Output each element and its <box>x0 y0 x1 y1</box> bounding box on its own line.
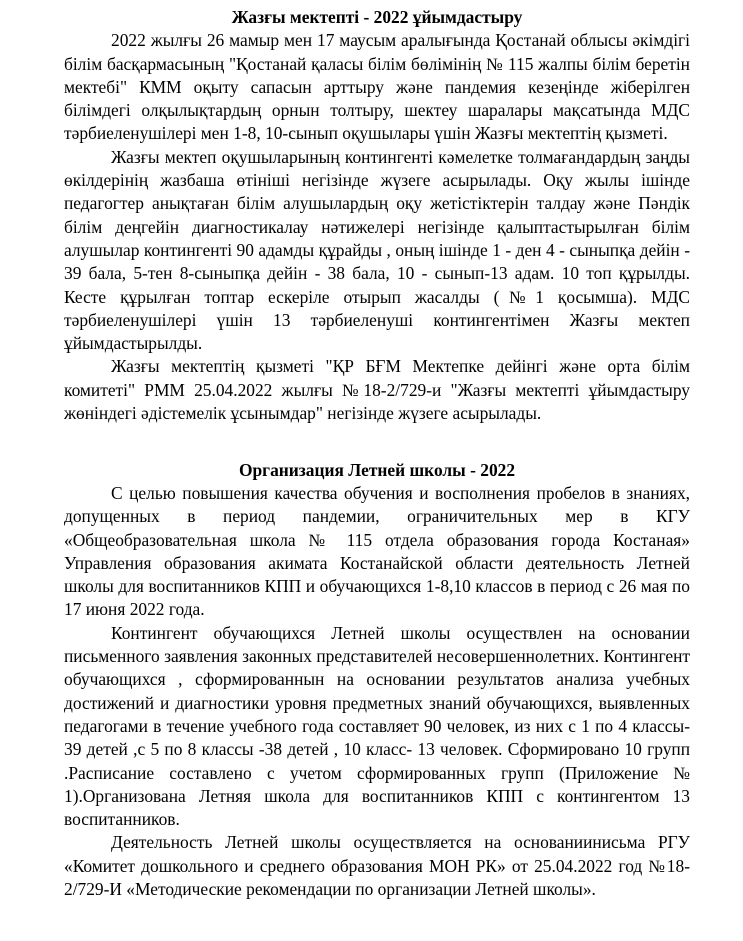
ru-section-title: Организация Летней школы - 2022 <box>238 459 516 480</box>
ru-paragraph-2: Контингент обучающихся Летней школы осуществлен на основании письменного заявления законных представителей несовершеннолетних. Контингент обучающихся , сформированнын на основании результатов анализа учебных достижений и диагностики уровня предметных знаний обучающихся, выявленных педагогами в течение учебного года составляет 90 человек, из них с 1 по 4 классы- 39 детей ,с 5 по 8 классы -38 детей , 10 класс- 13 человек. Сформировано 10 групп .Расписание составлено с учетом сформированных групп (Приложение № 1).Организована Летняя школа для воспитанников КПП с контингентом 13 воспитанников. <box>64 622 690 830</box>
kz-section-title: Жазғы мектепті - 2022 ұйымдастыру <box>231 7 523 27</box>
ru-paragraph-1: С целью повышения качества обучения и восполнения пробелов в знаниях, допущенных в период пандемии, ограничительных мер в КГУ «Общеобразовательная школа № 115 отдела образования города Костаная» Управления образования акимата Костанайской области деятельность Летней школы для воспитанников КПП и обучающихся 1-8,10 классов в период с 26 мая по 17 июня 2022 года. <box>64 482 690 620</box>
section-spacer <box>64 425 690 448</box>
kz-paragraph-3: Жазғы мектептің қызметі "ҚР БҒМ Мектепке дейінгі және орта білім комитеті" РММ 25.04.2022 жылғы №18-2/729-и "Жазғы мектепті ұйымдастыру жөніндегі әдістемелік ұсынымдар" негізінде жүзеге асырылады. <box>64 356 690 424</box>
document-page <box>64 6 690 901</box>
ru-paragraph-3: Деятельность Летней школы осуществляется на основаниинисьма РГУ «Комитет дошкольного и среднего образования МОН РК» от 25.04.2022 год №18-2/729-И «Методические рекомендации по организации Летней школы». <box>64 832 690 899</box>
kz-paragraph-2: Жазғы мектеп оқушыларының контингенті кәмелетке толмағандардың заңды өкілдерінің жазбаша өтініші негізінде жүзеге асырылады. Оқу жылы ішінде педагогтер анықтаған білім алушылардың оқу жетістіктерін талдау және Пәндік білім деңгейін диагностикалау нәтижелері негізінде қалыптастырылған білім алушылар контингенті 90 адамды құрайды , оның ішінде 1 - ден 4 - сыныпқа дейін - 39 бала, 5-тен 8-сыныпқа дейін - 38 бала, 10 - сынып-13 адам. 10 топ құрылды. Кесте құрылған топтар ескеріле отырып жасалды (№1 қосымша). МДС тәрбиеленушілері үшін 13 тәрбиеленуші контингентімен Жазғы мектеп ұйымдастырылды. <box>64 146 690 354</box>
kz-paragraph-1: 2022 жылғы 26 мамыр мен 17 маусым аралығында Қостанай облысы әкімдігі білім басқармасының "Қостанай қаласы білім бөлімінің № 115 жалпы білім беретін мектебі" КММ оқыту сапасын арттыру және пандемия кезеңінде жіберілген білімдегі олқылықтардың орнын толтыру, шектеу шаралары мақсатында МДС тәрбиеленушілері мен 1-8, 10-сынып оқушылары үшін Жазғы мектептің қызметі. <box>64 30 690 144</box>
